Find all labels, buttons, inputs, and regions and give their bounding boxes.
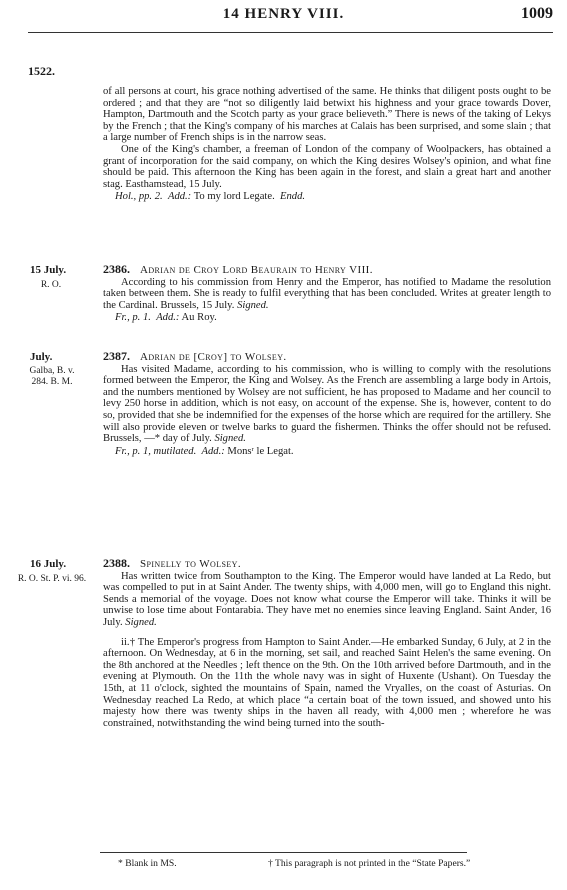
entry-2388 [103,558,551,729]
continuation-block [103,86,551,203]
entry-2387 [103,351,551,457]
entry-title: Adrian de Croy Lord Beaurain to Henry VIII. [140,264,373,276]
entry-body: Has written twice from Southampton to the King. The Emperor would have landed at La Redo, but was compelled to put in at Saint Ander. The twenty ships, with 4,000 men, will go to England this night. Sends a memorial of the voyage. Does not know what course the Emperor will take. Thinks it will be unwise to lose time about Fontarabia. They have met no enemies since leaving England. Saint Ander, 16 July. Signed. [103,570,551,628]
entry-reference: R. O. St. P. vi. 96. [17,574,87,584]
signed-note: Signed. [125,616,157,628]
source-note [103,312,551,324]
endorsed-label: Endd. [280,191,306,203]
page-number: 1009 [521,5,553,22]
entry-heading [103,264,551,277]
source-note [103,446,551,458]
source-note [103,191,551,203]
entry-date: July. [30,351,53,363]
footnote-star: * Blank in MS. [118,858,177,869]
source-label: Fr., p. 1, mutilated. [115,445,197,457]
entry-number: 2387. [103,349,130,363]
continuation-paragraph: One of the King's chamber, a freeman of London of the company of Woolpackers, has obtained a grant of incorporation for the said company, on which the King desires Wolsey's opinion, and what fine should be paid. This afternoon the King has been again in the forest, and slain a great hart and another stag. Easthamstead, 15 July. [103,143,551,190]
address-label: Add.: [167,191,192,203]
entry-title: Adrian de [Croy] to Wolsey. [140,351,287,363]
header-rule [28,32,553,33]
entry-reference: Galba, B. v. 284. B. M. [29,366,75,387]
running-head: 14 HENRY VIII. [222,6,345,22]
source-label: Hol., pp. 2. [115,191,163,203]
entry-date: 16 July. [30,558,67,570]
address-label: Add.: [156,312,180,324]
address-text: Monsʳ le Legat. [227,445,294,457]
signed-note: Signed. [237,299,269,311]
entry-number: 2386. [103,262,130,276]
footnote-dagger: † This paragraph is not printed in the “State Papers.” [268,858,471,869]
entry-title: Spinelly to Wolsey. [140,558,241,570]
signed-note: Signed. [214,433,246,445]
address-text: To my lord Legate. [193,191,275,203]
entry-date: 15 July. [30,264,67,276]
entry-heading [103,558,551,571]
entry-reference: R. O. [40,280,62,290]
year-label: 1522. [28,64,55,78]
address-label: Add.: [201,445,225,457]
entry-2386 [103,264,551,324]
source-label: Fr., p. 1. [115,312,151,324]
address-text: Au Roy. [181,312,217,324]
entry-body: According to his commission from Henry and the Emperor, has notified to Madame the resolution taken between them. She is ready to fulfil everything that has been concluded. Writes at greater length to the Cardinal. Brussels, 15 July. Signed. [103,276,551,311]
footnote-rule [100,852,467,853]
entry-number: 2388. [103,556,130,570]
entry-subparagraph: ii.† The Emperor's progress from Hampton to Saint Ander.—He embarked Sunday, 6 July, at 2 in the afternoon. On Wednesday, at 6 in the morning, set sail, and reached Saint Helen's the same evening. On the 8th anchored at the Needles ; left thence on the 9th. On the 10th arrived before Dartmouth, and in the evening at Plymouth. On the 11th the whole navy was in sight of Huxente (Ushant). On Tuesday the 15th, at 11 o'clock, sighted the mountains of Spain, named the Vryalles, on the coast of Asturias. On Wednesday reached La Redo, at which place “a certain boat of the town issued, and showed unto his majesty how there was twenty ships in the haven all ready, with 4,000 men ; wherefore he was constrained, notwithstanding the wind being turned into the south- [103,636,551,729]
entry-body: Has visited Madame, according to his commission, who is willing to comply with the resolutions formed between the Emperor, the King and Wolsey. As the French are assembling a large body in Artois, and the numbers mentioned by Wolsey are not sufficient, he has proposed to Madame and her council to levy 250 horse in addition, which is not easy, on account of the expense. She is, however, content to do so, provided that she be indemnified for the expenses of the horse which are required for the artillery. She will also provide eleven or twelve barks to guard the fishermen. Thinks the offer should not be refused. Brussels, —* day of July. Signed. [103,363,551,445]
continuation-paragraph: of all persons at court, his grace nothing advertised of the same. He thinks that diligent posts ought to be ordered ; and that they are “not so diligently laid betwixt his highness and your grace towards Dover, Hampton, Dartmouth and the Scotch party as your grace believeth.” There is news of the taking of Lekys by the French ; that the King's company of his marches at Calais has been surprised, and some slain ; that a large number of French ships is in the narrow seas. [103,86,551,144]
entry-heading [103,351,551,364]
